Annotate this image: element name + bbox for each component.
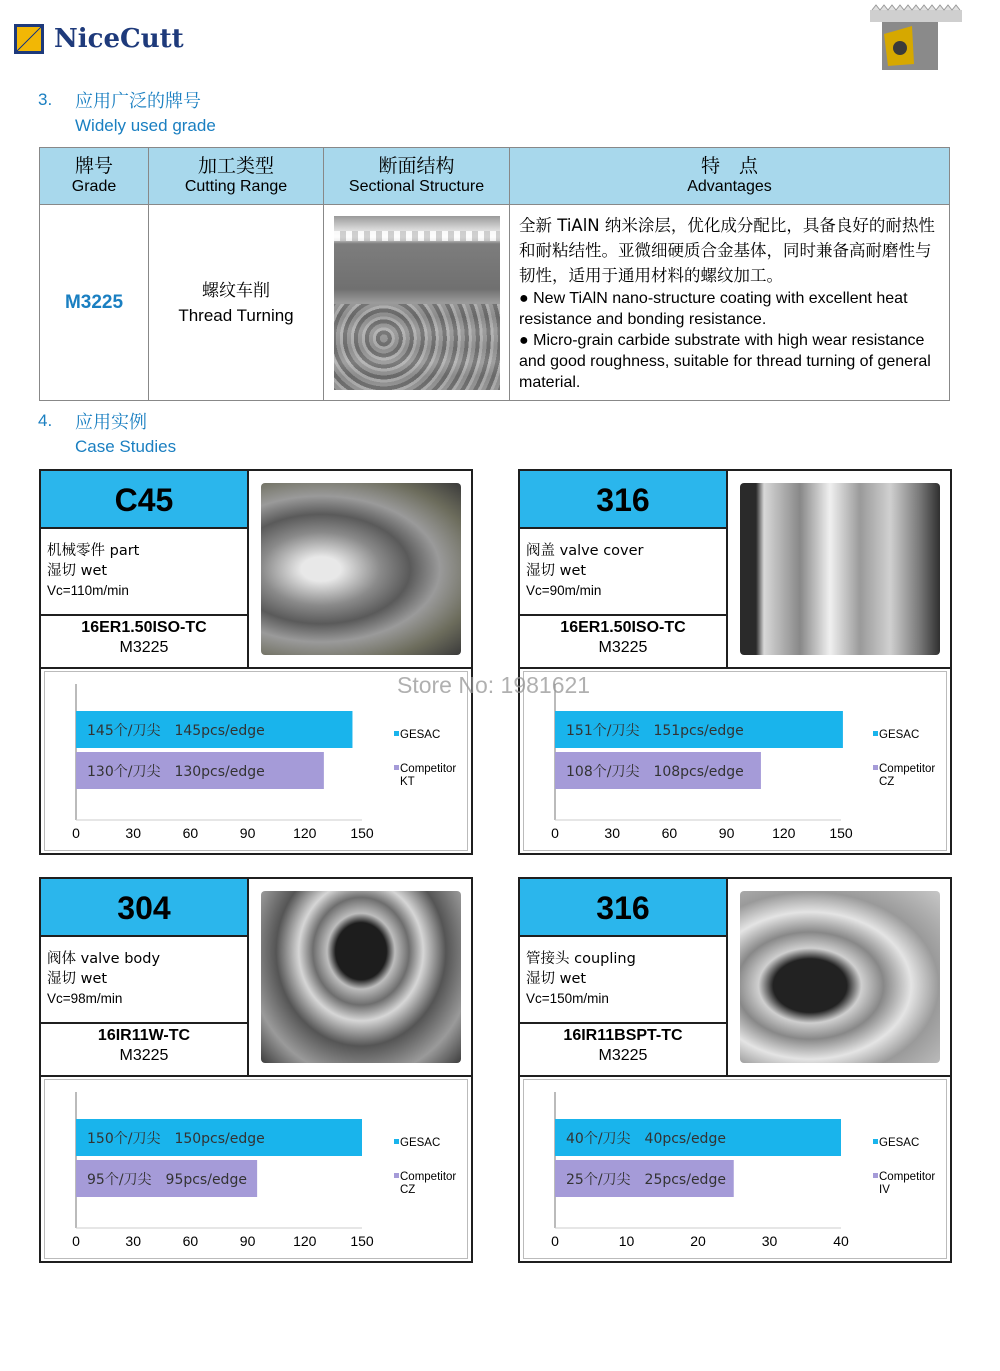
bar-data-label: 145个/刀尖 145pcs/edge xyxy=(87,723,265,739)
workpiece-photo xyxy=(261,891,461,1063)
cut-text: 湿切 wet xyxy=(526,971,587,987)
header-advantages xyxy=(510,148,950,205)
advantages-en-2: ● Micro-grain carbide substrate with high wear resistance and good roughness, suitable for thread turning of general material. xyxy=(519,332,931,391)
legend-entry: GESAC xyxy=(400,1137,441,1149)
tool-grade: M3225 xyxy=(119,1047,169,1064)
case-card-316-coupling xyxy=(518,877,952,1263)
x-tick-label: 90 xyxy=(239,1233,256,1249)
divider xyxy=(41,614,247,616)
legend-entry: Competitor xyxy=(879,763,936,775)
advantages-cn: 全新 TiAlN 纳米涂层，优化成分配比，具备良好的耐热性和耐粘结性。亚微细硬质合金基体，同时兼备高耐磨性与韧性，适用于通用材料的螺纹加工。 xyxy=(519,216,935,285)
bar-chart-svg xyxy=(524,1080,948,1260)
header-sectional-structure xyxy=(324,148,510,205)
legend-entry-sub: CZ xyxy=(400,1184,416,1196)
section-title-cn: 应用广泛的牌号 xyxy=(75,91,201,112)
section-number: 4. xyxy=(38,411,53,430)
bar-data-label: 108个/刀尖 108pcs/edge xyxy=(566,764,744,780)
divider xyxy=(520,1075,950,1077)
legend-swatch xyxy=(394,731,399,736)
x-tick-label: 120 xyxy=(293,1233,317,1249)
legend-entry: Competitor xyxy=(400,1171,457,1183)
header-cn: 加工类型 xyxy=(197,155,274,177)
x-tick-label: 30 xyxy=(604,825,620,841)
workpiece-photo xyxy=(740,483,940,655)
x-tick-label: 0 xyxy=(72,825,80,841)
sem-cross-section-image xyxy=(334,216,500,390)
section-number: 3. xyxy=(38,90,53,109)
x-tick-label: 30 xyxy=(125,825,141,841)
divider xyxy=(247,471,249,667)
x-tick-label: 30 xyxy=(761,1233,778,1249)
legend-swatch xyxy=(873,765,878,770)
material-label: 304 xyxy=(41,879,247,937)
header-cutting-range xyxy=(149,148,324,205)
brand-logo xyxy=(14,24,184,54)
cell-sectional-structure xyxy=(324,205,510,401)
tool-code: 16ER1.50ISO-TC xyxy=(560,619,686,636)
cutting-speed: Vc=90m/min xyxy=(526,583,602,598)
x-tick-label: 0 xyxy=(72,1233,80,1249)
header-en: Grade xyxy=(71,178,117,195)
case-card-304-valve-body xyxy=(39,877,473,1263)
x-tick-label: 90 xyxy=(239,825,256,841)
header-cn: 特 点 xyxy=(700,155,758,177)
bar-data-label: 130个/刀尖 130pcs/edge xyxy=(87,764,265,780)
tool-info xyxy=(520,618,726,658)
header-cn: 断面结构 xyxy=(378,155,455,177)
case-info xyxy=(47,541,247,601)
insert-tool-image xyxy=(862,4,970,74)
case-card-c45 xyxy=(39,469,473,855)
x-tick-label: 10 xyxy=(618,1233,635,1249)
legend-entry-sub: KT xyxy=(400,776,415,788)
x-tick-label: 60 xyxy=(182,825,199,841)
divider xyxy=(41,667,471,669)
workpiece-photo xyxy=(261,483,461,655)
logo-mark-icon xyxy=(14,24,44,54)
x-tick-label: 0 xyxy=(551,1233,559,1249)
legend-swatch xyxy=(394,765,399,770)
divider xyxy=(726,879,728,1075)
cut-text: 湿切 wet xyxy=(526,563,587,579)
tool-info xyxy=(41,1026,247,1066)
x-tick-label: 60 xyxy=(661,825,678,841)
header-en: Sectional Structure xyxy=(348,178,485,195)
cell-cutting-range xyxy=(149,205,324,401)
bar-data-label: 151个/刀尖 151pcs/edge xyxy=(566,723,744,739)
bar-data-label: 25个/刀尖 25pcs/edge xyxy=(566,1172,726,1188)
header-en: Advantages xyxy=(687,178,772,195)
section-title-en: Case Studies xyxy=(75,437,177,456)
part-text: 阀体 valve body xyxy=(47,951,161,967)
divider xyxy=(520,667,950,669)
cell-advantages xyxy=(510,205,950,401)
tool-grade: M3225 xyxy=(598,1047,648,1064)
x-tick-label: 150 xyxy=(350,1233,374,1249)
divider xyxy=(41,1075,471,1077)
legend-swatch xyxy=(873,1173,878,1178)
x-tick-label: 0 xyxy=(551,825,559,841)
bar-data-label: 150个/刀尖 150pcs/edge xyxy=(87,1131,265,1147)
case-info xyxy=(526,949,726,1009)
tool-code: 16IR11BSPT-TC xyxy=(563,1027,683,1044)
case-info xyxy=(526,541,726,601)
tool-life-chart xyxy=(523,1079,947,1259)
x-tick-label: 20 xyxy=(690,1233,706,1249)
x-tick-label: 60 xyxy=(182,1233,199,1249)
divider xyxy=(41,1022,247,1024)
cutting-speed: Vc=150m/min xyxy=(526,991,609,1006)
legend-swatch xyxy=(394,1173,399,1178)
bar-chart-svg xyxy=(524,672,948,852)
grade-table-header xyxy=(40,148,950,205)
header-cn: 牌号 xyxy=(74,155,113,177)
cutting-speed: Vc=98m/min xyxy=(47,991,123,1006)
header-en: Cutting Range xyxy=(184,178,288,195)
legend-entry-sub: CZ xyxy=(879,776,895,788)
divider xyxy=(726,471,728,667)
material-label: C45 xyxy=(41,471,247,529)
case-card-316-valve-cover xyxy=(518,469,952,855)
part-text: 机械零件 part xyxy=(47,543,140,559)
material-label: 316 xyxy=(520,879,726,937)
advantages-en-1: ● New TiAlN nano-structure coating with excellent heat resistance and bonding resistance. xyxy=(519,290,908,328)
store-watermark: Store No: 1981621 xyxy=(397,672,591,698)
workpiece-photo xyxy=(740,891,940,1063)
part-text: 阀盖 valve cover xyxy=(526,543,644,559)
cell-grade xyxy=(40,205,149,401)
case-info xyxy=(47,949,247,1009)
tool-life-chart xyxy=(44,1079,468,1259)
legend-swatch xyxy=(394,1139,399,1144)
cutting-cn: 螺纹车削 xyxy=(202,280,270,301)
grade-code: M3225 xyxy=(64,291,124,313)
x-tick-label: 120 xyxy=(772,825,796,841)
bar-data-label: 40个/刀尖 40pcs/edge xyxy=(566,1131,726,1147)
x-tick-label: 150 xyxy=(350,825,374,841)
legend-entry: GESAC xyxy=(879,729,920,741)
cutting-en: Thread Turning xyxy=(178,305,294,325)
grade-table xyxy=(39,147,950,401)
tool-grade: M3225 xyxy=(598,639,648,656)
grade-table-row xyxy=(40,205,950,401)
tool-info xyxy=(520,1026,726,1066)
tool-code: 16ER1.50ISO-TC xyxy=(81,619,207,636)
x-tick-label: 40 xyxy=(833,1233,849,1249)
divider xyxy=(520,1022,726,1024)
material-label: 316 xyxy=(520,471,726,529)
bar-data-label: 95个/刀尖 95pcs/edge xyxy=(87,1172,247,1188)
cutting-speed: Vc=110m/min xyxy=(47,583,129,598)
legend-entry: Competitor xyxy=(879,1171,936,1183)
part-text: 管接头 coupling xyxy=(526,951,636,967)
cut-text: 湿切 wet xyxy=(47,563,108,579)
x-tick-label: 150 xyxy=(829,825,853,841)
divider xyxy=(520,614,726,616)
x-tick-label: 120 xyxy=(293,825,317,841)
header-grade xyxy=(40,148,149,205)
x-tick-label: 90 xyxy=(718,825,735,841)
brand-name: NiceCutt xyxy=(54,24,184,54)
cut-text: 湿切 wet xyxy=(47,971,108,987)
section-title-en: Widely used grade xyxy=(75,116,216,135)
tool-info xyxy=(41,618,247,658)
legend-entry-sub: IV xyxy=(879,1184,890,1196)
bar-chart-svg xyxy=(45,1080,469,1260)
legend-swatch xyxy=(873,731,878,736)
legend-entry: GESAC xyxy=(400,729,441,741)
legend-entry: GESAC xyxy=(879,1137,920,1149)
legend-swatch xyxy=(873,1139,878,1144)
legend-entry: Competitor xyxy=(400,763,457,775)
bar-chart-svg xyxy=(45,672,469,852)
section-title-cn: 应用实例 xyxy=(75,412,147,433)
tool-grade: M3225 xyxy=(119,639,169,656)
x-tick-label: 30 xyxy=(125,1233,141,1249)
tool-code: 16IR11W-TC xyxy=(97,1027,191,1044)
divider xyxy=(247,879,249,1075)
